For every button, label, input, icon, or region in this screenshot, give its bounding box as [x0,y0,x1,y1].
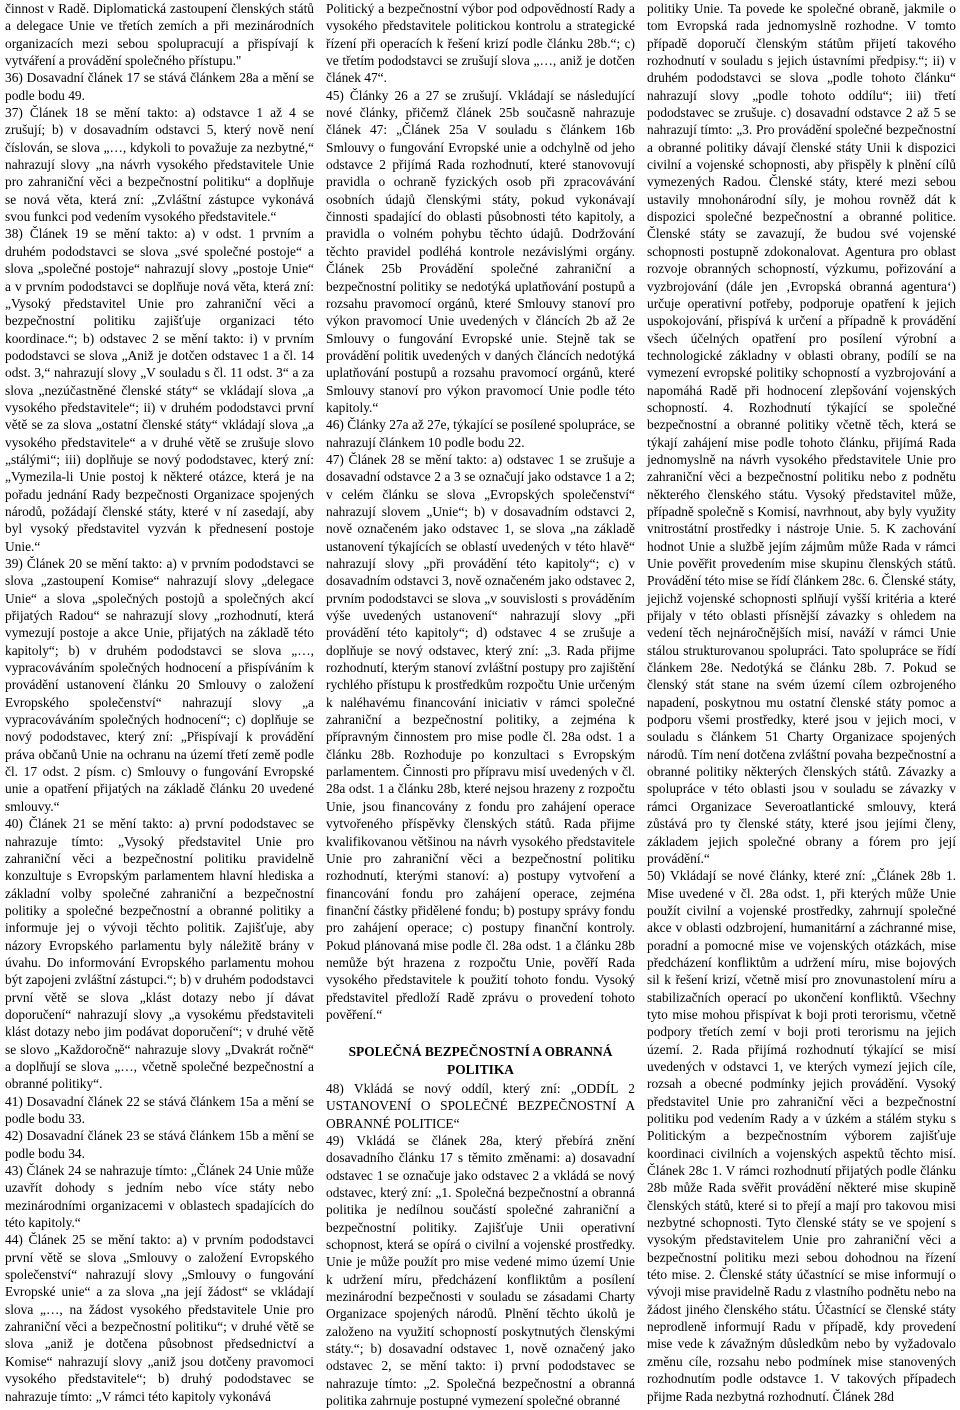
paragraph: 43) Článek 24 se nahrazuje tímto: „Článek 24 Unie může uzavřít dohody s jedním nebo více státy nebo mezinárodními organizacemi v oblastech spadajících do této kapitoly.“ [5,1163,314,1231]
text-column-1 [5,0,314,1404]
paragraph: 49) Vkládá se článek 28a, který přebírá znění dosavadního článku 17 s těmito změnami: a) dosavadní odstavec 1 se označuje jako odstavec 2 a vkládá se nový odstavec, který zní: „1. Společná bezpečnostní a obranná politika je nedílnou součástí společné zahraniční a bezpečnostní politiky. Zajišťuje Unii operativní schopnost, která se opírá o civilní a vojenské prostředky. Unie je může použít pro mise vedené mimo území Unie k udržení míru, předcházení konfliktům a posílení mezinárodní bezpečnosti v souladu se zásadami Charty Organizace spojených národů. Plnění těchto úkolů je založeno na využití schopností poskytnutých členskými státy.“; b) dosavadní odstavec 1, nově označený jako odstavec 2, se mění takto: i) první pododstavec se nahrazuje tímto: „2. Společná bezpečnostní a obranná politika zahrnuje postupné vymezení společné obranné [326,1133,635,1409]
paragraph: 42) Dosavadní článek 23 se stává článkem 15b a mění se podle bodu 34. [5,1128,314,1161]
paragraph: 38) Článek 19 se mění takto: a) v odst. 1 prvním a druhém pododstavci se slova „své společné postoje“ a slova „společné postoje“ nahrazují slovy „postoje Unie“ a v prvním pododstavci se doplňuje nová věta, která zní: „Vysoký představitel Unie pro zahraniční věci a bezpečnostní politiku zajišťuje organizaci této koordinace.“; b) odstavec 2 se mění takto: i) v prvním pododstavci se slova „Aniž je dotčen odstavec 1 a čl. 14 odst. 3,“ nahrazují slovy „V souladu s čl. 11 odst. 3“ a za slova „nezúčastněné členské státy“ se vkládají slova „a vysokého představitele“; ii) v druhém pododstavci první větě se za slova „ostatní členské státy“ vkládají slova „a vysokého představitele“ a v druhé větě se zrušuje slovo „stálými“; iii) doplňuje se nový pododstavec, který zní: „Vymezila-li Unie postoj k některé otázce, která je na pořadu jednání Rady bezpečnosti Organizace spojených národů, požádají členské státy, které v ní zasedají, aby byl vysoký představitel vyzván k přednesení postoje Unie.“ [5,226,314,554]
text-column-3 [647,0,956,1404]
paragraph: 47) Článek 28 se mění takto: a) odstavec 1 se zrušuje a dosavadní odstavce 2 a 3 se označují jako odstavce 1 a 2; v celém článku se slova „Evropských společenství“ nahrazují slovem „Unie“; b) v dosavadním odstavci 2, nově označeném jako odstavec 1, se slova „na základě ustanovení týkajících se oblastí uvedených v této hlavě“ nahrazují slovy „při provádění této kapitoly“; c) v dosavadním odstavci 3, nově označeném jako odstavec 2, prvním pododstavci se slova „v souvislosti s prováděním výše uvedených ustanovení“ nahrazují slovy „při provádění této kapitoly“; d) odstavec 4 se zrušuje a doplňuje se nový odstavec, který zní: „3. Rada přijme rozhodnutí, kterým stanoví zvláštní postupy pro zajištění rychlého přístupu k prostředkům rozpočtu Unie určeným k naléhavému financování iniciativ v rámci společné zahraniční a bezpečnostní politiky, a zejména k přípravným činnostem pro mise podle čl. 28a odst. 1 a článku 28b. Rozhoduje po konzultaci s Evropským parlamentem. Činnosti pro přípravu misí uvedených v čl. 28a odst. 1 a článku 28b, které nejsou hrazeny z rozpočtu Unie, jsou financovány z fondu pro zahájení operace vytvořeného příspěvky členských států. Rada přijme kvalifikovanou většinou na návrh vysokého představitele Unie pro zahraniční věci a bezpečnostní politiku rozhodnutí, kterými stanoví: a) postupy vytvoření a financování fondu pro zahájení operace, zejména finanční částky přidělené fondu; b) postupy správy fondu pro zahájení operace; c) postupy finanční kontroly. Pokud plánovaná mise podle čl. 28a odst. 1 a článku 28b nemůže být hrazena z rozpočtu Unie, pověří Rada vysokého představitele k použití tohoto fondu. Vysoký představitel předloží Radě zprávu o provedení tohoto pověření.“ [326,451,636,1022]
paragraph: Politický a bezpečnostní výbor pod odpovědností Rady a vysokého představitele politickou kontrolu a strategické řízení při operacích k řešení krizí podle článku 28b.“; c) ve třetím pododstavci se zrušují slova „…, aniž je dotčen článek 47“. [326,1,635,86]
paragraph: 46) Články 27a až 27e, týkající se posílené spolupráce, se nahrazují článkem 10 podle bodu 22. [326,417,636,450]
paragraph: činnost v Radě. Diplomatická zastoupení členských států a delegace Unie ve třetích zemích a při mezinárodních organizacích mezi sebou spolupracují a přispívají k vytváření a provádění společného přístupu." [5,1,314,69]
spacer [326,1023,635,1033]
paragraph: 45) Články 26 a 27 se zrušují. Vkládají se následující nové články, přičemž článek 25b současně nahrazuje článek 47: „Článek 25a V souladu s článkem 16b Smlouvy o fungování Evropské unie a odchylně od jeho odstavce 2 přijímá Rada rozhodnutí, které stanovovují pravidla o ochraně fyzických osob při zpracovávání osobních údajů členskými státy, pokud vykonávají činnosti spadající do oblasti působnosti této kapitoly, a pravidla o volném pohybu těchto údajů. Dodržování těchto pravidel podléhá kontrole nezávislými orgány. Článek 25b Provádění společné zahraniční a bezpečnostní politiky se nedotýká uplatňování postupů a rozsahu pravomocí orgánů, které Smlouvy stanoví pro výkon pravomocí Unie uvedených v článcích 2b až 2e Smlouvy o fungování Evropské unie. Stejně tak se provádění politik uvedených v daných článcích nedotýká uplatňování postupů a rozsahu pravomocí orgánů, které Smlouvy stanoví pro výkon pravomocí Unie podle této kapitoly.“ [326,87,635,415]
section-heading: SPOLEČNÁ BEZPEČNOSTNÍ A OBRANNÁ POLITIKA [348,1044,613,1077]
paragraph: 36) Dosavadní článek 17 se stává článkem 28a a mění se podle bodu 49. [5,70,314,103]
paragraph: politiky Unie. Ta povede ke společné obraně, jakmile o tom Evropská rada jednomyslně rozhodne. V tomto případě doporučí členským státům přijetí takového rozhodnutí v souladu s jejich ústavními předpisy.“; ii) v druhém pododstavci se slova „podle tohoto článku“ nahrazují slovy „podle tohoto oddílu“; iii) třetí pododstavec se zrušuje. c) dosavadní odstavce 2 až 5 se nahrazují tímto: „3. Pro provádění společné bezpečnostní a obranné politiky dávají členské státy Unii k dispozici civilní a vojenské schopnosti, aby přispěly k plnění cílů vymezených Radou. Členské státy, které mezi sebou ustavily mnohonárodní síly, je mohou rovněž dát k dispozici společné bezpečnostní a obranné politice. Členské státy se zavazují, že budou své vojenské schopnosti postupně zdokonalovat. Agentura pro oblast rozvoje obranných schopností, výzkumu, pořizování a vyzbrojování (dále jen ‚Evropská obranná agentura‘) určuje operativní potřeby, podporuje opatření k jejich uspokojování, přispívá k určení a případně k provádění všech účelných opatření pro posílení výrobní a technologické základny v oblasti obrany, podílí se na vymezení evropské politiky schopností a vyzbrojování a napomáhá Radě při hodnocení zlepšování vojenských schopností. 4. Rozhodnutí týkající se společné bezpečnostní a obranné politiky včetně těch, která se týkají zahájení mise podle tohoto článku, přijímá Rada jednomyslně na návrh vysokého představitele Unie pro zahraniční věci a bezpečnostní politiku nebo z podnětu některého členského státu. Vysoký představitel může, případně společně s Komisí, navrhnout, aby byly využity vnitrostátní prostředky i nástroje Unie. 5. K zachování hodnot Unie a službě jejím zájmům může Rada v rámci Unie pověřit provedením mise skupinu členských států. Provádění této mise se řídí článkem 28c. 6. Členské státy, jejichž vojenské schopnosti splňují vyšší kritéria a které přijaly v této oblasti přísnější závazky s ohledem na vedení těch nejnáročnějších misí, naváží v rámci Unie stálou strukturovanou spolupráci. Tato spolupráce se řídí článkem 28e. Nedotýká se článku 28b. 7. Pokud se členský stát stane na svém území cílem ozbrojeného napadení, poskytnou mu ostatní členské státy pomoc a podporu všemi prostředky, které jsou v jejich moci, v souladu s článkem 51 Charty Organizace spojených národů. Tím není dotčena zvláštní povaha bezpečnostní a obranné politiky některých členských států. Závazky a spolupráce v této oblasti jsou v souladu se závazky v rámci Organizace Severoatlantické smlouvy, která zůstává pro ty členské státy, které jsou jejími členy, základem jejich společné obrany a fórem pro její provádění.“ [647,1,956,866]
paragraph: 37) Článek 18 se mění takto: a) odstavce 1 až 4 se zrušují; b) v dosavadním odstavci 5, který nově není číslován, se slova „…, kdykoli to považuje za nezbytné,“ nahrazují slovy „na návrh vysokého představitele Unie pro zahraniční věci a bezpečnostní politiku“ a doplňuje se nová věta, která zní: „Zvláštní zástupce vykonává svou funkci pod vedením vysokého představitele.“ [5,105,314,225]
paragraph: 44) Článek 25 se mění takto: a) v prvním pododstavci první větě se slova „Smlouvy o založení Evropského společenství“ nahrazují slovy „Smlouvy o fungování Evropské unie“ a za slova „na její žádost“ se vkládají slova „…, na žádost vysokého představitele Unie pro zahraniční věci a bezpečnostní politiku“; v druhé větě se slova „aniž je dotčena působnost předsednictví a Komise“ nahrazují slovy „aniž jsou dotčeny pravomoci vysokého představitele“; b) druhý pododstavec se nahrazuje tímto: „V rámci této kapitoly vykonává [5,1232,314,1404]
paragraph: 48) Vkládá se nový oddíl, který zní: „ODDÍL 2 USTANOVENÍ O SPOLEČNÉ BEZPEČNOSTNÍ A OBRANNÉ POLITICE“ [326,1080,635,1131]
paragraph: 40) Článek 21 se mění takto: a) první pododstavec se nahrazuje tímto: „Vysoký představitel Unie pro zahraniční věci a bezpečnostní politiku pravidelně konzultuje s Evropským parlamentem hlavní hlediska a základní volby společné zahraniční a bezpečnostní politiky a společné bezpečnostní a obranné politiky a informuje jej o vývoji těchto politik. Zajišťuje, aby názory Evropského parlamentu byly náležitě brány v úvahu. Do informování Evropského parlamentu mohou být zapojeni zvláštní zástupci.“; b) v druhém pododstavci první větě se slova „klást dotazy nebo jí dávat doporučení“ nahrazují slovy „a vysokému představiteli klást dotazy nebo jim podávat doporučení“; v druhé větě se slovo „Každoročně“ nahrazuje slovy „Dvakrát ročně“ a doplňují se slova „…, včetně společné bezpečnostní a obranné politiky“. [5,816,314,1092]
text-column-2 [326,0,636,1409]
paragraph: 39) Článek 20 se mění takto: a) v prvním pododstavci se slova „zastoupení Komise“ nahrazují slovy „delegace Unie“ a slova „společných postojů a společných akcí přijatých Radou“ se nahrazují slovy „rozhodnutí, která vymezují postoje a akce Unie, přijatých na základě této kapitoly“; b) v druhém pododstavci se slova „…, vypracováváním společných hodnocení a přispíváním k provádění ustanovení článku 20 Smlouvy o založení Evropského společenství“ nahrazují slovy „a vypracováváním společných hodnocení“; c) doplňuje se nový pododstavec, který zní: „Přispívají k provádění práva občanů Unie na ochranu na území třetí země podle čl. 17 odst. 2 písm. c) Smlouvy o fungování Evropské unie a opatření přijatých na základě článku 20 uvedené smlouvy.“ [5,556,314,814]
paragraph: 50) Vkládají se nové články, které zní: „Článek 28b 1. Mise uvedené v čl. 28a odst. 1, při kterých může Unie použít civilní a vojenské prostředky, zahrnují společné akce v oblasti odzbrojení, humanitární a záchranné mise, poradní a pomocné mise ve vojenských otázkách, mise předcházení konfliktům a udržení míru, mise bojových sil k řešení krizí, včetně misí pro znovunastolení míru a stabilizačních operací po ukončení konfliktů. Všechny tyto mise mohou přispívat k boji proti terorismu, včetně podpory třetích zemí v boji proti terorismu na jejich území. 2. Rada přijímá rozhodnutí týkající se misí uvedených v odstavci 1, ve kterých vymezí jejich cíle, rozsah a obecné podmínky jejich provádění. Vysoký představitel Unie pro zahraniční věci a bezpečnostní politiku pod vedením Rady a v úzkém a stálém styku s Politickým a bezpečnostním výborem zajišťuje koordinaci civilních a vojenských aspektů těchto misí. Článek 28c 1. V rámci rozhodnutí přijatých podle článku 28b může Rada svěřit provádění některé mise skupině členských států, které si to přejí a mají pro takovou misi nezbytné schopnosti. Tyto členské státy se ve spojení s vysokým představitelem Unie pro zahraniční věci a bezpečnostní politiku mezi sebou dohodnou na řízení této mise. 2. Členské státy účastnící se mise informují o vývoji mise pravidelně Radu z vlastního podnětu nebo na žádost jiného členského státu. Účastnící se členské státy neprodleně informují Radu v případě, kdy provedení mise vede k závažným důsledkům nebo by vyžadovalo změnu cíle, rozsahu nebo podmínek mise stanovených rozhodnutím podle odstavce 1. V takových případech přijme Rada nezbytná rozhodnutí. Článek 28d [647,868,956,1404]
paragraph: 41) Dosavadní článek 22 se stává článkem 15a a mění se podle bodu 33. [5,1093,314,1126]
